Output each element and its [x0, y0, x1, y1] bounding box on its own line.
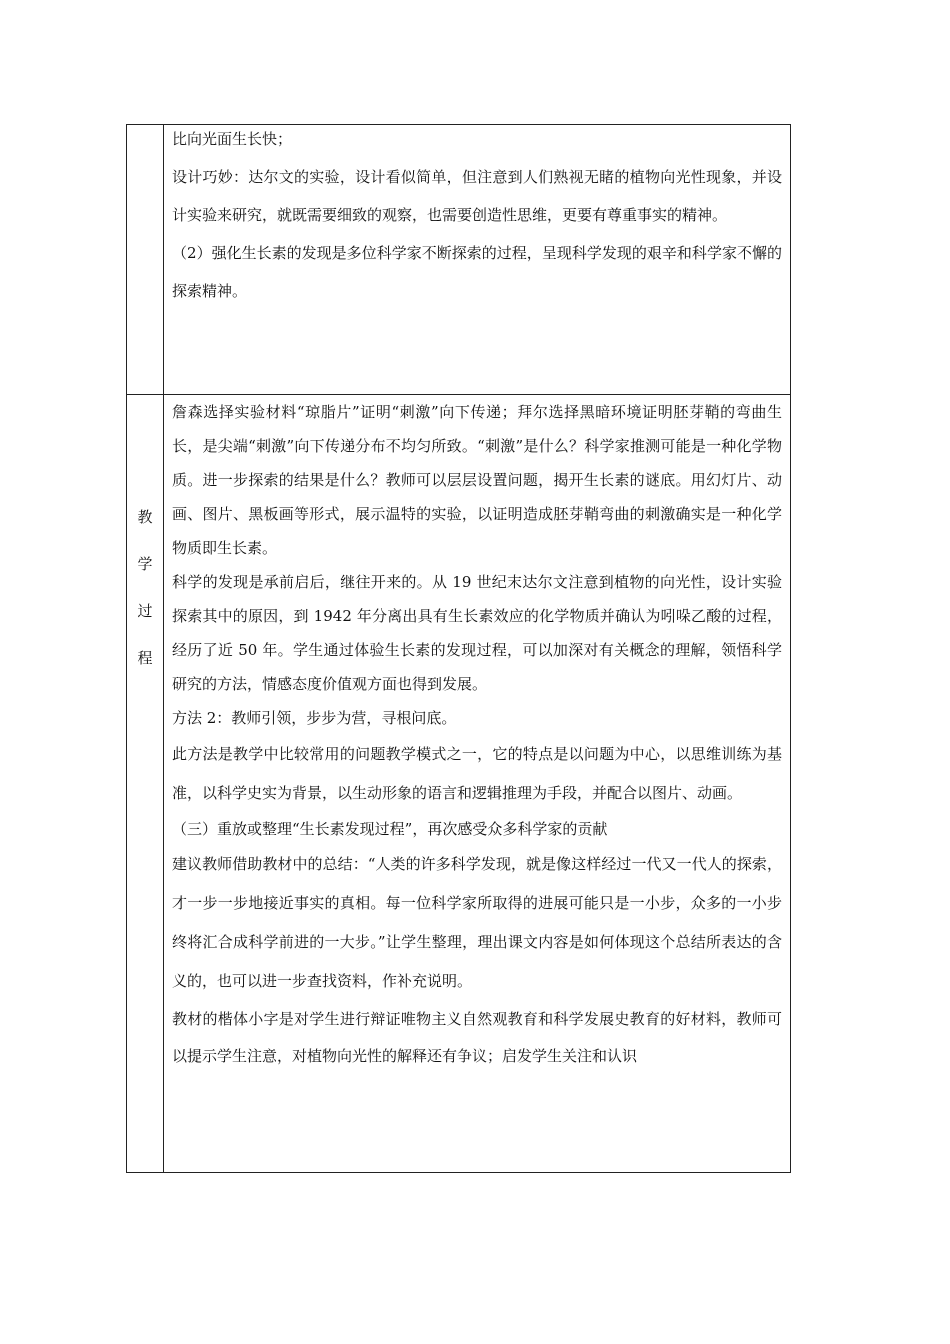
table-row	[127, 125, 791, 395]
paragraph: 教材的楷体小字是对学生进行辩证唯物主义自然观教育和科学发展史教育的好材料，教师可以提示学生注意，对植物向光性的解释还有争议；启发学生关注和认识	[172, 1010, 782, 1065]
side-label-cell	[127, 395, 164, 1173]
content-cell	[164, 125, 791, 395]
paragraph: 建议教师借助教材中的总结：“人类的许多科学发现，就是像这样经过一代又一代人的探索，才一步一步地接近事实的真相。每一位科学家所取得的进展可能只是一小步，众多的一小步终将汇合成科学前进的一大步。”让学生整理，理出课文内容是如何体现这个总结所表达的含义的，也可以进一步查找资料，作补充说明。	[172, 855, 782, 990]
paragraph: 科学的发现是承前启后，继往开来的。从 19 世纪末达尔文注意到植物的向光性，设计实验探索其中的原因，到 1942 年分离出具有生长素效应的化学物质并确认为吲哚乙酸的过程，经历了近 50 年。学生通过体验生长素的发现过程，可以加深对有关概念的理解，领悟科学研究的方法，情感态度价值观方面也得到发展。	[172, 573, 782, 693]
content-cell	[164, 395, 791, 1173]
paragraph: 詹森选择实验材料“琼脂片”证明“刺激”向下传递；拜尔选择黑暗环境证明胚芽鞘的弯曲生长，是尖端“刺激”向下传递分布不均匀所致。“刺激”是什么？科学家推测可能是一种化学物质。进一步探索的结果是什么？教师可以层层设置问题，揭开生长素的谜底。用幻灯片、动画、图片、黑板画等形式，展示温特的实验，以证明造成胚芽鞘弯曲的刺激确实是一种化学物质即生长素。	[172, 403, 782, 557]
paragraph: 方法 2：教师引领，步步为营，寻根问底。	[172, 709, 457, 727]
paragraph: 比向光面生长快；	[172, 130, 293, 148]
paragraph: （2）强化生长素的发现是多位科学家不断探索的过程，呈现科学发现的艰辛和科学家不懈的探索精神。	[172, 244, 782, 300]
side-label-char: 学	[137, 555, 153, 573]
paragraph: （三）重放或整理“生长素发现过程”，再次感受众多科学家的贡献	[172, 820, 608, 838]
side-label-char: 程	[137, 649, 153, 667]
lesson-plan-table	[126, 124, 791, 1173]
table-row	[127, 395, 791, 1173]
side-label-char: 过	[137, 602, 153, 620]
paragraph: 此方法是教学中比较常用的问题教学模式之一，它的特点是以问题为中心，以思维训练为基准，以科学史实为背景，以生动形象的语言和逻辑推理为手段，并配合以图片、动画。	[172, 745, 782, 802]
side-label-vertical	[127, 395, 163, 695]
side-label-char: 教	[137, 508, 153, 526]
paragraph: 设计巧妙：达尔文的实验，设计看似简单，但注意到人们熟视无睹的植物向光性现象，并设计实验来研究，就既需要细致的观察，也需要创造性思维，更要有尊重事实的精神。	[172, 168, 782, 224]
side-label-cell	[127, 125, 164, 395]
